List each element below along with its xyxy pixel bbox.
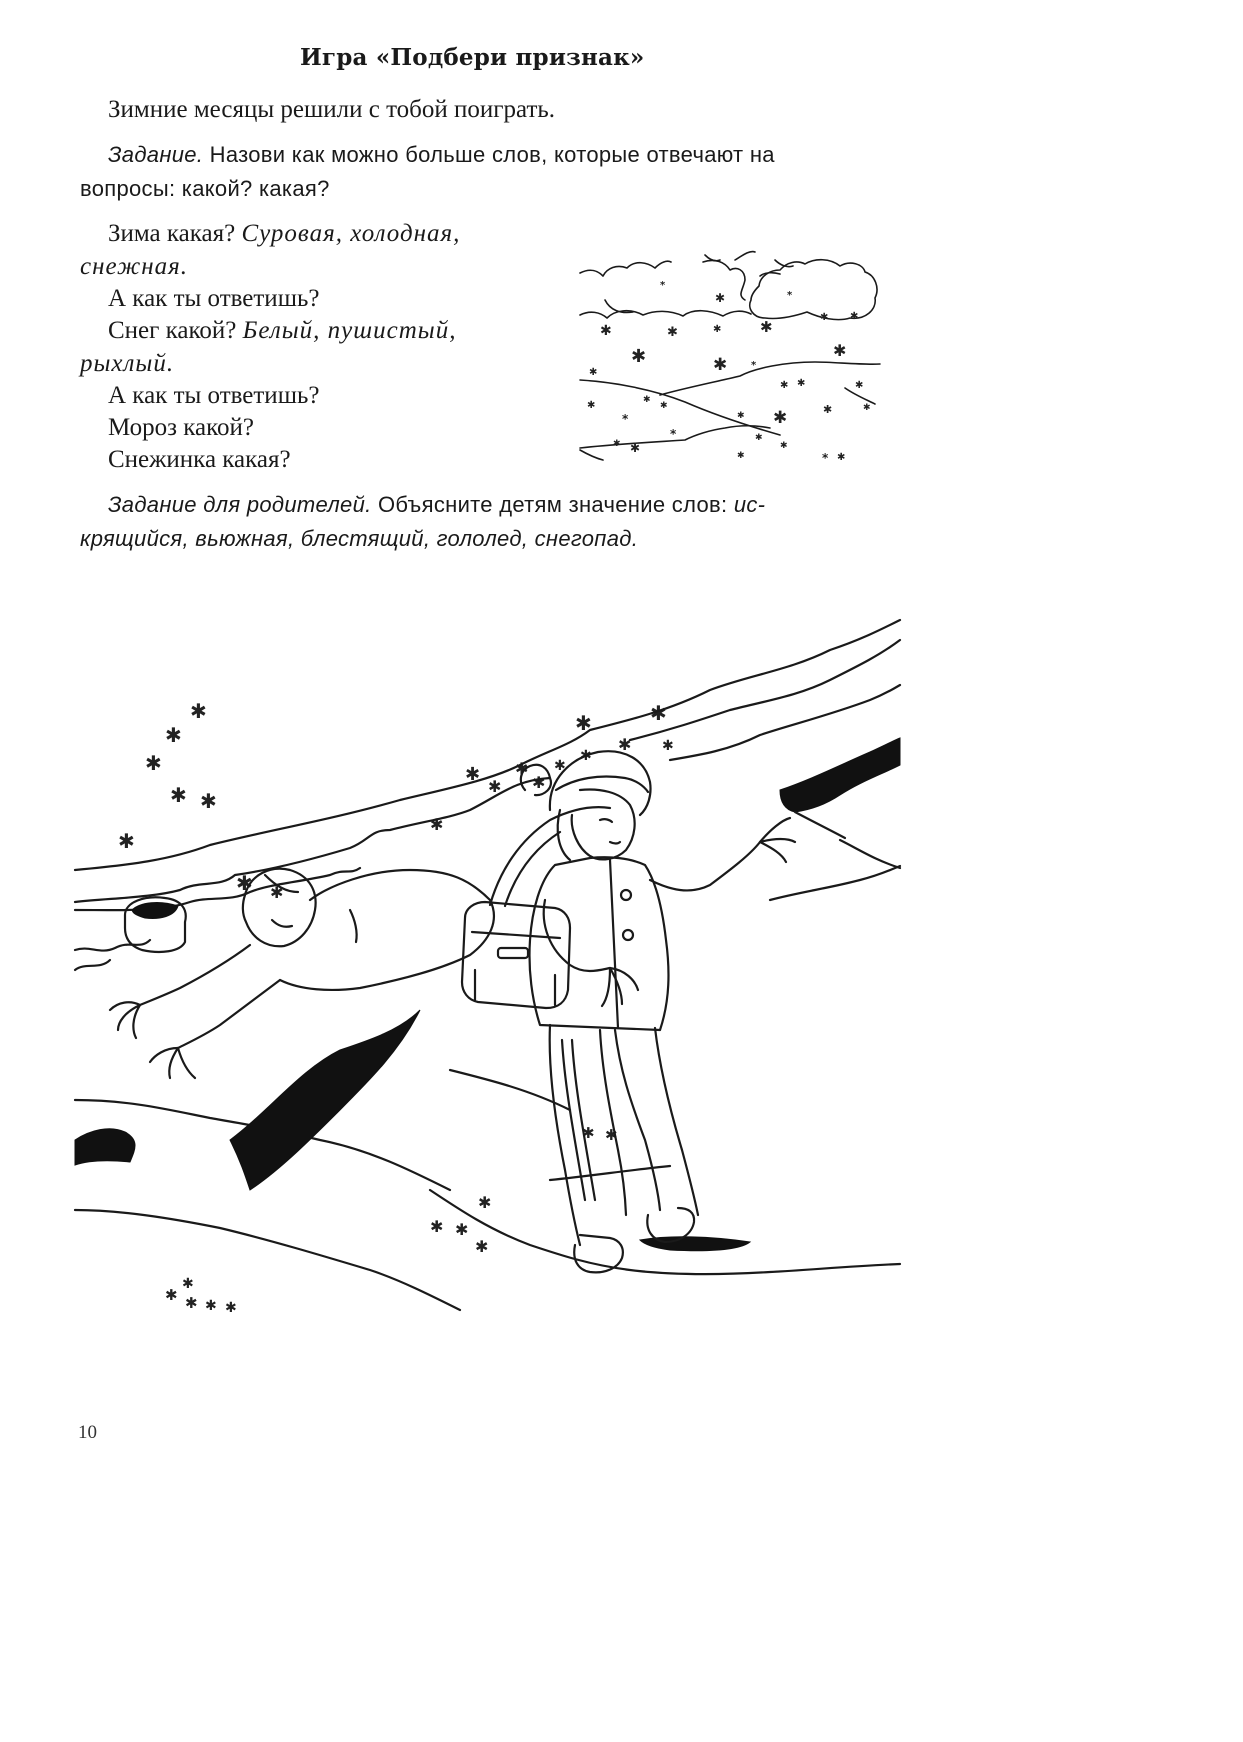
svg-text:✱: ✱ [145, 751, 162, 775]
svg-text:✱: ✱ [837, 452, 846, 463]
svg-text:✱: ✱ [755, 433, 763, 443]
task-line-2: вопросы: какой? какая? [80, 176, 330, 201]
svg-text:✱: ✱ [760, 318, 773, 336]
svg-text:✱: ✱ [662, 738, 674, 754]
svg-text:✱: ✱ [475, 1237, 489, 1256]
svg-text:✱: ✱ [773, 408, 788, 428]
question-winter [108, 220, 460, 248]
svg-text:✱: ✱ [165, 1286, 178, 1304]
task-text-1: Назови как можно больше слов, которые отвечают на [209, 142, 775, 167]
svg-text:✱: ✱ [236, 871, 253, 895]
svg-text:✱: ✱ [165, 723, 182, 747]
svg-text:✱: ✱ [863, 403, 871, 413]
svg-text:✱: ✱ [532, 773, 546, 792]
page-number: 10 [78, 1422, 97, 1443]
svg-text:*: * [787, 290, 793, 301]
svg-text:✱: ✱ [118, 829, 135, 853]
svg-text:✱: ✱ [430, 815, 444, 834]
svg-text:*: * [822, 451, 829, 465]
svg-text:✱: ✱ [660, 401, 668, 411]
parents-task-fragment: ис- [733, 492, 766, 517]
svg-text:✱: ✱ [170, 783, 187, 807]
answer-continuation: рыхлый. [80, 350, 175, 377]
answer-text: Белый, пушистый, [242, 317, 457, 344]
question-text: Снег какой? [108, 317, 237, 344]
parents-task-line-1 [108, 492, 765, 518]
svg-text:✱: ✱ [200, 789, 217, 813]
svg-text:✱: ✱ [465, 764, 481, 785]
parents-task-words: крящийся, вьюжная, блестящий, гололед, снегопад. [80, 526, 639, 551]
svg-text:✱: ✱ [715, 291, 726, 305]
svg-text:✱: ✱ [780, 441, 788, 451]
svg-text:*: * [670, 427, 677, 441]
answer-text: Суровая, холодная, [241, 220, 461, 247]
svg-text:✱: ✱ [430, 1217, 444, 1236]
svg-text:✱: ✱ [737, 451, 745, 461]
svg-text:✱: ✱ [613, 439, 621, 449]
answer-continuation: снежная. [80, 253, 188, 280]
svg-text:✱: ✱ [820, 312, 829, 323]
svg-text:✱: ✱ [631, 346, 647, 367]
svg-text:*: * [622, 412, 629, 426]
intro-text: Зимние месяцы решили с тобой поиграть. [108, 96, 556, 123]
svg-text:✱: ✱ [643, 395, 651, 405]
svg-text:✱: ✱ [587, 400, 596, 411]
svg-text:✱: ✱ [589, 367, 598, 378]
svg-text:✱: ✱ [515, 759, 529, 778]
winter-landscape-illustration [575, 240, 885, 465]
svg-text:✱: ✱ [823, 403, 833, 416]
svg-text:✱: ✱ [713, 355, 728, 375]
svg-text:✱: ✱ [225, 1300, 237, 1316]
svg-text:✱: ✱ [630, 441, 641, 455]
svg-text:✱: ✱ [580, 748, 592, 764]
question-snow [108, 317, 456, 345]
prompt-answer-1: А как ты ответишь? [108, 285, 320, 312]
svg-text:✱: ✱ [182, 1276, 194, 1292]
svg-text:✱: ✱ [270, 883, 284, 902]
children-on-ice-illustration [70, 670, 900, 1316]
svg-text:✱: ✱ [205, 1298, 217, 1314]
svg-text:✱: ✱ [478, 1193, 492, 1212]
svg-text:✱: ✱ [713, 324, 722, 335]
question-frost: Мороз какой? [108, 414, 254, 441]
svg-text:✱: ✱ [850, 311, 859, 322]
svg-text:✱: ✱ [855, 380, 864, 391]
question-snowflake: Снежинка какая? [108, 446, 291, 473]
svg-text:✱: ✱ [455, 1220, 469, 1239]
svg-text:✱: ✱ [600, 323, 612, 339]
svg-text:✱: ✱ [650, 701, 667, 725]
svg-text:✱: ✱ [582, 1124, 595, 1142]
svg-text:✱: ✱ [575, 711, 592, 735]
prompt-answer-2: А как ты ответишь? [108, 382, 320, 409]
question-text: Зима какая? [108, 220, 236, 247]
task-line-1 [108, 142, 775, 168]
svg-text:✱: ✱ [554, 758, 566, 774]
boy-figure [110, 869, 494, 1078]
svg-text:✱: ✱ [797, 378, 806, 389]
task-label: Задание. [108, 142, 204, 167]
parents-task-text: Объясните детям значение слов: [377, 492, 728, 517]
parents-task-label: Задание для родителей. [108, 492, 372, 517]
svg-text:*: * [660, 280, 666, 291]
svg-text:✱: ✱ [185, 1294, 198, 1312]
svg-text:✱: ✱ [488, 777, 502, 796]
svg-text:✱: ✱ [833, 341, 847, 360]
svg-text:✱: ✱ [780, 380, 789, 391]
svg-text:✱: ✱ [190, 699, 207, 723]
girl-figure [521, 751, 795, 1272]
svg-text:✱: ✱ [618, 735, 632, 754]
school-bag [462, 807, 610, 1008]
svg-text:*: * [751, 360, 757, 371]
svg-text:✱: ✱ [737, 411, 745, 421]
svg-text:✱: ✱ [605, 1126, 618, 1144]
svg-text:✱: ✱ [667, 325, 678, 340]
page-title: Игра «Подбери признак» [300, 44, 645, 71]
